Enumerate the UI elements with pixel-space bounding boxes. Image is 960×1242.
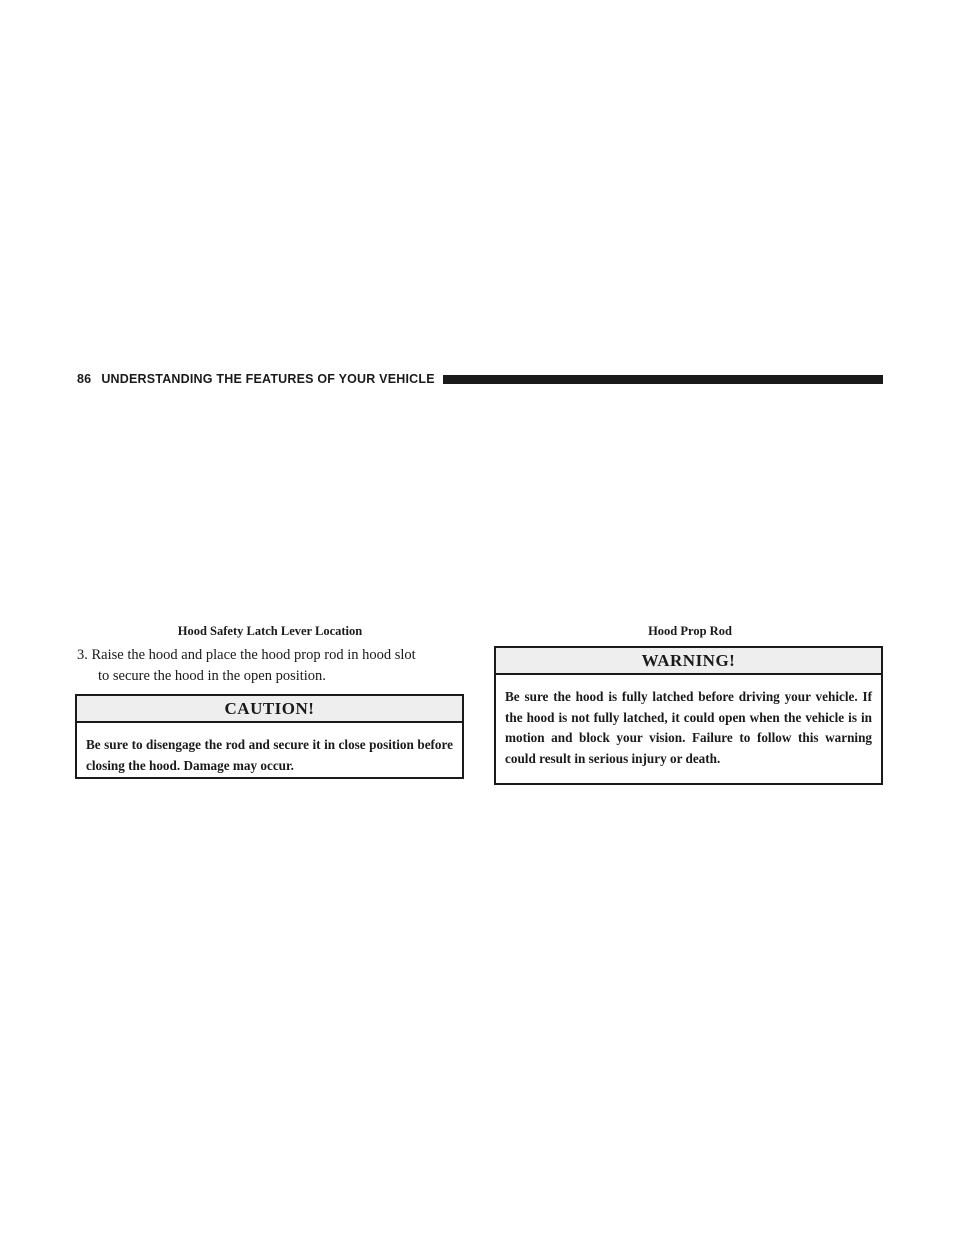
header-rule xyxy=(443,375,883,384)
section-title: UNDERSTANDING THE FEATURES OF YOUR VEHICLE xyxy=(101,372,435,386)
warning-text: Be sure the hood is fully latched before driving your vehicle. If the hood is not fully latched, it could open when the vehicle is in motion and block your vision. Failure to follow this warning could result in serious injury or death. xyxy=(505,689,872,766)
figure-caption-latch-lever: Hood Safety Latch Lever Location xyxy=(177,624,363,638)
figure-caption-prop-rod: Hood Prop Rod xyxy=(648,624,732,638)
step-line-1 xyxy=(77,645,467,666)
page-number: 86 xyxy=(77,372,92,386)
page-header xyxy=(77,370,883,388)
step-number: 3. xyxy=(77,647,88,663)
instruction-step-3 xyxy=(77,645,467,687)
step-text-1: Raise the hood and place the hood prop rod in hood slot xyxy=(91,647,416,663)
warning-title: WARNING! xyxy=(496,648,881,675)
step-text-2: to secure the hood in the open position. xyxy=(98,668,326,684)
caution-box xyxy=(75,694,464,779)
caution-text: Be sure to disengage the rod and secure it in close position before closing the hood. Damage may occur. xyxy=(86,737,453,773)
warning-box xyxy=(494,646,883,785)
caution-title: CAUTION! xyxy=(77,696,462,723)
